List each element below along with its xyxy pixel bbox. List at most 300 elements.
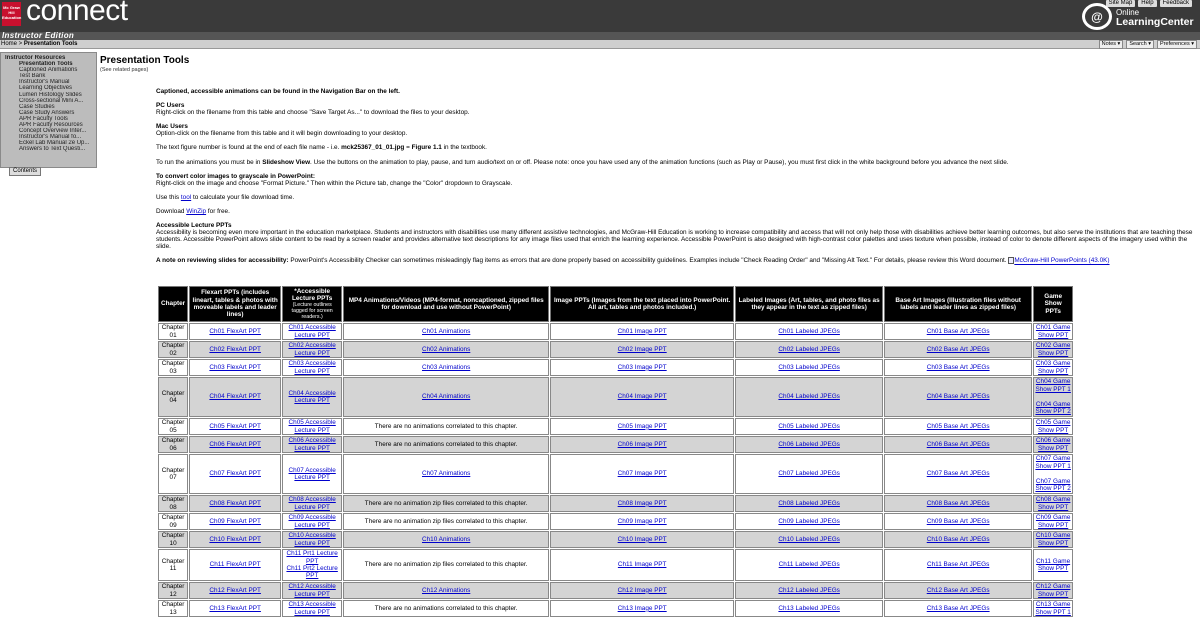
image-ppt-link[interactable]: Ch05 Image PPT [617, 422, 667, 430]
table-row [158, 513, 1073, 530]
base-art-link[interactable]: Ch03 Base Art JPEGs [926, 363, 990, 371]
base-art-cell [884, 436, 1032, 453]
image-ppt-cell [550, 495, 734, 512]
fig-name: Figure 1.1 [411, 144, 442, 152]
dl-post: for free. [206, 207, 230, 215]
game-show-cell [1033, 341, 1073, 358]
sidebar-item[interactable]: APR Faculty Resources [19, 122, 83, 129]
accessible-heading: Accessible Lecture PPTs [156, 222, 232, 230]
mcgraw-hill-logo: Mc Graw Hill Education [2, 2, 21, 26]
sidebar-item[interactable]: Lumen Histology Slides [19, 91, 82, 98]
game-show-cell [1033, 513, 1073, 530]
game-show-cell [1033, 549, 1073, 581]
flexart-ppt-link[interactable]: Ch07 FlexArt PPT [209, 470, 261, 478]
game-show-link[interactable]: Ch10 Game Show PPT [1035, 532, 1071, 547]
table-row [158, 359, 1073, 376]
accessible-ppt-link[interactable]: Ch13 Accessible Lecture PPT [288, 601, 336, 616]
search-dropdown[interactable]: Search ▾ [1126, 40, 1154, 49]
help-link[interactable]: Help [1138, 0, 1156, 7]
labeled-jpegs-link[interactable]: Ch09 Labeled JPEGs [778, 517, 840, 525]
animations-link[interactable]: Ch12 Animations [421, 586, 471, 594]
flexart-cell [189, 582, 281, 599]
column-header-title: Chapter [161, 300, 186, 308]
sidebar-item[interactable]: Case Studies [19, 103, 55, 110]
animations-link[interactable]: Ch10 Animations [421, 535, 471, 543]
sidebar-item[interactable]: Concept Overview Inter... [19, 128, 87, 135]
accessible-cell [282, 323, 342, 340]
slideshow-note [156, 159, 1196, 166]
column-header-title: Flexart PPTs (includes lineart, tables & photos with moveable labels and leader lines) [192, 289, 278, 319]
flexart-ppt-link[interactable]: Ch06 FlexArt PPT [209, 440, 261, 448]
resources-table [157, 285, 1074, 618]
chapter-cell [158, 418, 188, 435]
accessible-cell [282, 531, 342, 548]
column-header-title: MP4 Animations/Videos (MP4-format, noncaptioned, zipped files for download and use without PowerPoint) [348, 296, 544, 311]
animations-cell [343, 531, 549, 548]
table-row [158, 323, 1073, 340]
chapter-cell [158, 359, 188, 376]
image-ppt-link[interactable]: Ch07 Image PPT [617, 470, 667, 478]
olc-swirl-icon: @ [1082, 3, 1112, 30]
search-label: Search [1129, 41, 1147, 47]
column-header [735, 286, 883, 322]
flexart-ppt-link[interactable]: Ch03 FlexArt PPT [209, 363, 261, 371]
labeled-jpegs-link[interactable]: Ch05 Labeled JPEGs [778, 422, 840, 430]
accessibility-note [156, 257, 1196, 264]
chapter-cell [158, 436, 188, 453]
accessible-cell [282, 600, 342, 617]
image-ppt-link[interactable]: Ch02 Image PPT [617, 345, 667, 353]
chapter-cell [158, 377, 188, 417]
chapter-label: Chapter 12 [161, 583, 185, 598]
image-ppt-cell [550, 531, 734, 548]
chapter-cell [158, 582, 188, 599]
grayscale-text: Right-click on the image and choose "Format Picture." Then within the Picture tab, change the "Color" dropdown to Grayscale. [156, 179, 513, 187]
game-show-link[interactable]: Ch05 Game Show PPT [1035, 419, 1071, 434]
no-animations-text: There are no animations correlated to this chapter. [374, 440, 518, 448]
base-art-link[interactable]: Ch02 Base Art JPEGs [926, 345, 990, 353]
connect-logo-text: connect [26, 0, 128, 27]
mac-text: Option-click on the filename from this table and it will begin downloading to your desktop. [156, 130, 408, 138]
game-show-link[interactable]: Ch12 Game Show PPT [1035, 583, 1071, 598]
flexart-ppt-link[interactable]: Ch01 FlexArt PPT [209, 327, 261, 335]
game-show-link[interactable]: Ch09 Game Show PPT [1035, 514, 1071, 529]
base-art-cell [884, 495, 1032, 512]
chapter-label: Chapter 03 [161, 360, 185, 375]
game-show-link[interactable]: Ch13 Game Show PPT 1 [1035, 601, 1071, 616]
table-row [158, 531, 1073, 548]
base-art-link[interactable]: Ch01 Base Art JPEGs [926, 327, 990, 335]
animations-cell [343, 454, 549, 494]
table-row [158, 418, 1073, 435]
run-bold: Slideshow View [262, 158, 311, 166]
animations-link[interactable]: Ch04 Animations [421, 393, 471, 401]
flexart-cell [189, 377, 281, 417]
accessible-ppt-link[interactable]: Ch07 Accessible Lecture PPT [288, 466, 336, 481]
labeled-jpegs-link[interactable]: Ch08 Labeled JPEGs [778, 499, 840, 507]
base-art-link[interactable]: Ch05 Base Art JPEGs [926, 422, 990, 430]
table-row [158, 436, 1073, 453]
image-ppt-link[interactable]: Ch12 Image PPT [617, 586, 667, 594]
game-show-link[interactable]: Ch03 Game Show PPT [1035, 360, 1071, 375]
base-art-link[interactable]: Ch09 Base Art JPEGs [926, 517, 990, 525]
chapter-cell [158, 600, 188, 617]
base-art-cell [884, 600, 1032, 617]
breadcrumb-home[interactable]: Home [1, 41, 18, 47]
image-ppt-cell [550, 377, 734, 417]
chapter-cell [158, 454, 188, 494]
image-ppt-cell [550, 323, 734, 340]
animations-cell [343, 377, 549, 417]
column-header-title: Image PPTs (Images from the text placed into PowerPoint. All art, tables and photos included.) [553, 296, 731, 311]
chapter-label: Chapter 08 [161, 496, 185, 511]
labeled-images-cell [735, 418, 883, 435]
accessible-cell [282, 436, 342, 453]
table-row [158, 377, 1073, 417]
flexart-cell [189, 549, 281, 581]
accessible-cell [282, 418, 342, 435]
site-map-link[interactable]: Site Map [1106, 0, 1136, 7]
run-post: . Use the buttons on the animation to play, pause, and turn audio/text on or off. Please note: once you have used any of the animation functions (such as Play or Pause), you must first click in the white background before you advance the next slide. [310, 158, 1009, 166]
game-show-link[interactable]: Ch04 Game Show PPT 1 [1035, 378, 1071, 393]
animations-cell [343, 436, 549, 453]
fig-post: in the textbook. [441, 144, 487, 152]
edition-bar [0, 32, 1200, 40]
word-doc-link[interactable]: McGraw-Hill PowerPoints (43.0K) [1014, 257, 1110, 265]
sidebar-item[interactable]: Test Bank [19, 73, 46, 80]
flexart-cell [189, 531, 281, 548]
base-art-link[interactable]: Ch12 Base Art JPEGs [926, 586, 990, 594]
base-art-link[interactable]: Ch08 Base Art JPEGs [926, 499, 990, 507]
image-ppt-link[interactable]: Ch06 Image PPT [617, 440, 667, 448]
animations-link[interactable]: Ch07 Animations [421, 470, 471, 478]
labeled-images-cell [735, 495, 883, 512]
tool-link[interactable]: tool [180, 193, 192, 201]
chapter-cell [158, 513, 188, 530]
game-show-cell [1033, 495, 1073, 512]
game-show-cell [1033, 359, 1073, 376]
accessible-ppt-link[interactable]: Ch11 Prt2 Lecture PPT [286, 565, 338, 580]
run-pre: To run the animations you must be in [156, 158, 263, 166]
accessible-ppt-link[interactable]: Ch09 Accessible Lecture PPT [288, 514, 336, 529]
base-art-link[interactable]: Ch04 Base Art JPEGs [926, 393, 990, 401]
mac-heading: Mac Users [156, 123, 188, 131]
fig-file: mck25367_01_01.jpg [341, 144, 405, 152]
animations-cell [343, 418, 549, 435]
chapter-cell [158, 531, 188, 548]
accessible-cell [282, 454, 342, 494]
preferences-dropdown[interactable]: Preferences ▾ [1157, 40, 1197, 49]
accessible-cell [282, 513, 342, 530]
image-ppt-link[interactable]: Ch09 Image PPT [617, 517, 667, 525]
chapter-label: Chapter 09 [161, 514, 185, 529]
edition-label: Instructor Edition [2, 31, 75, 40]
sidebar-item[interactable]: Learning Objectives [19, 85, 73, 92]
flexart-ppt-link[interactable]: Ch02 FlexArt PPT [209, 345, 261, 353]
breadcrumb-current: Presentation Tools [23, 41, 78, 47]
flexart-cell [189, 454, 281, 494]
accessible-ppt-link[interactable]: Ch04 Accessible Lecture PPT [288, 389, 336, 404]
flexart-ppt-link[interactable]: Ch08 FlexArt PPT [209, 499, 261, 507]
no-animations-text: There are no animations correlated to this chapter. [374, 604, 518, 612]
table-row [158, 600, 1073, 617]
toolbar [1099, 40, 1197, 49]
accessible-ppt-link[interactable]: Ch05 Accessible Lecture PPT [288, 419, 336, 434]
animations-link[interactable]: Ch02 Animations [421, 345, 471, 353]
accessible-cell [282, 582, 342, 599]
column-header [1033, 286, 1073, 322]
base-art-link[interactable]: Ch13 Base Art JPEGs [926, 604, 990, 612]
column-header-title: *Accessible Lecture PPTs [291, 287, 333, 302]
table-row [158, 454, 1073, 494]
sidebar-item[interactable]: Captioned Animations [19, 67, 78, 74]
notes-dropdown[interactable]: Notes ▾ [1099, 40, 1124, 49]
game-show-link[interactable]: Ch07 Game Show PPT 2 [1035, 478, 1071, 493]
game-show-cell [1033, 454, 1073, 494]
image-ppt-link[interactable]: Ch01 Image PPT [617, 327, 667, 335]
accessible-ppt-link[interactable]: Ch06 Accessible Lecture PPT [288, 437, 336, 452]
accessible-ppt-link[interactable]: Ch01 Accessible Lecture PPT [288, 324, 336, 339]
game-show-link[interactable]: Ch11 Game Show PPT [1036, 557, 1071, 572]
winzip-note [156, 208, 1196, 215]
labeled-images-cell [735, 454, 883, 494]
breadcrumb-separator: > [17, 41, 24, 47]
image-ppt-cell [550, 359, 734, 376]
flexart-cell [189, 359, 281, 376]
image-ppt-cell [550, 418, 734, 435]
labeled-images-cell [735, 323, 883, 340]
image-ppt-link[interactable]: Ch13 Image PPT [617, 604, 667, 612]
base-art-link[interactable]: Ch11 Base Art JPEGs [926, 561, 990, 569]
labeled-jpegs-link[interactable]: Ch13 Labeled JPEGs [778, 604, 840, 612]
image-ppt-cell [550, 436, 734, 453]
preferences-label: Preferences [1160, 41, 1190, 47]
pc-text: Right-click on the filename from this table and choose "Save Target As..." to download the files to your desktop. [156, 109, 470, 117]
accessible-cell [282, 495, 342, 512]
column-header-title: Base Art Images (Illustration files without labels and leader lines as zipped files) [895, 296, 1021, 311]
table-row [158, 495, 1073, 512]
game-show-link[interactable]: Ch02 Game Show PPT [1035, 342, 1071, 357]
image-ppt-link[interactable]: Ch11 Image PPT [617, 561, 667, 569]
notes-label: Notes [1101, 41, 1117, 47]
table-row [158, 341, 1073, 358]
breadcrumb [1, 40, 77, 49]
labeled-jpegs-link[interactable]: Ch01 Labeled JPEGs [778, 327, 840, 335]
column-header [158, 286, 188, 322]
game-show-link[interactable]: Ch07 Game Show PPT 1 [1035, 455, 1071, 470]
base-art-cell [884, 323, 1032, 340]
labeled-images-cell [735, 531, 883, 548]
note-bold: A note on reviewing slides for accessibility: [156, 257, 289, 265]
accessible-text: Accessibility is becoming even more important in the education marketplace. Students and instructors with disabilities use many different assistive technologies, and McGraw-Hill Education is working to increase compatibility and access that will not only help those with disabilities achieve better learning outcomes, but also serve the institutions that are teaching these students. Accessible PowerPoint allows slide content to be read by a screen reader and provides alternative text descriptions for any image files used that enrich the learning experience. Accessible PowerPoint is also designed with high-contrast color palettes and uses texture when possible, instead of color to denote different aspects of the imagery used within the slide. [156, 229, 1193, 251]
flexart-ppt-link[interactable]: Ch13 FlexArt PPT [209, 604, 261, 612]
sidebar-item[interactable]: Case Study Answers [19, 109, 75, 116]
grayscale-heading: To convert color images to grayscale in PowerPoint: [156, 172, 315, 180]
game-show-link[interactable]: Ch01 Game Show PPT [1035, 324, 1071, 339]
captioned-note: Captioned, accessible animations can be found in the Navigation Bar on the left. [156, 88, 400, 95]
chapter-cell [158, 495, 188, 512]
labeled-jpegs-link[interactable]: Ch11 Labeled JPEGs [778, 561, 840, 569]
accessible-ppt-link[interactable]: Ch03 Accessible Lecture PPT [288, 360, 336, 375]
accessible-ppt-link[interactable]: Ch10 Accessible Lecture PPT [288, 532, 336, 547]
pc-heading: PC Users [156, 102, 185, 110]
image-ppt-link[interactable]: Ch10 Image PPT [617, 535, 667, 543]
animations-cell [343, 323, 549, 340]
base-art-link[interactable]: Ch06 Base Art JPEGs [926, 440, 990, 448]
flexart-ppt-link[interactable]: Ch10 FlexArt PPT [209, 535, 261, 543]
base-art-link[interactable]: Ch10 Base Art JPEGs [926, 535, 990, 543]
chapter-label: Chapter 04 [161, 389, 185, 404]
accessible-ppt-link[interactable]: Ch11 Prt1 Lecture PPT [286, 550, 338, 565]
labeled-jpegs-link[interactable]: Ch06 Labeled JPEGs [778, 440, 840, 448]
column-header [550, 286, 734, 322]
labeled-images-cell [735, 600, 883, 617]
flexart-cell [189, 600, 281, 617]
labeled-images-cell [735, 377, 883, 417]
animations-cell [343, 359, 549, 376]
page-title: Presentation Tools [100, 55, 190, 66]
chapter-label: Chapter 13 [161, 601, 185, 616]
download-time-note [156, 194, 1196, 201]
related-pages-link[interactable]: (See related pages) [100, 67, 149, 73]
table-row [158, 582, 1073, 599]
image-ppt-link[interactable]: Ch03 Image PPT [617, 363, 667, 371]
flexart-cell [189, 341, 281, 358]
accessible-cell [282, 377, 342, 417]
animations-cell [343, 600, 549, 617]
winzip-link[interactable]: WinZip [186, 207, 207, 215]
table-header-row [158, 286, 1073, 322]
chapter-cell [158, 549, 188, 581]
tool-pre: Use this [156, 193, 181, 201]
base-art-link[interactable]: Ch07 Base Art JPEGs [926, 470, 990, 478]
game-show-link[interactable]: Ch06 Game Show PPT [1035, 437, 1071, 452]
accessible-ppt-link[interactable]: Ch08 Accessible Lecture PPT [288, 496, 336, 511]
labeled-images-cell [735, 513, 883, 530]
image-ppt-cell [550, 341, 734, 358]
flexart-cell [189, 495, 281, 512]
feedback-link[interactable]: Feedback [1160, 0, 1192, 7]
base-art-cell [884, 377, 1032, 417]
game-show-cell [1033, 582, 1073, 599]
chapter-label: Chapter 11 [161, 557, 185, 572]
flexart-cell [189, 513, 281, 530]
accessible-ppt-link[interactable]: Ch12 Accessible Lecture PPT [288, 583, 336, 598]
labeled-jpegs-link[interactable]: Ch12 Labeled JPEGs [778, 586, 840, 594]
chapter-label: Chapter 02 [161, 342, 185, 357]
sidebar-heading[interactable]: Instructor Resources [5, 55, 66, 61]
labeled-images-cell [735, 341, 883, 358]
sidebar-item[interactable]: Instructor's Manual [19, 79, 70, 86]
sidebar-item[interactable]: Presentation Tools [19, 61, 73, 68]
labeled-jpegs-link[interactable]: Ch03 Labeled JPEGs [778, 363, 840, 371]
accessible-cell [282, 341, 342, 358]
chapter-cell [158, 323, 188, 340]
figure-number-note [156, 144, 1196, 151]
game-show-cell [1033, 377, 1073, 417]
column-header [189, 286, 281, 322]
flexart-ppt-link[interactable]: Ch05 FlexArt PPT [209, 422, 261, 430]
sidebar-item[interactable]: Eckel Lab Manual 2e Up... [19, 140, 90, 147]
animations-link[interactable]: Ch03 Animations [421, 363, 471, 371]
image-ppt-cell [550, 600, 734, 617]
animations-cell [343, 549, 549, 581]
chapter-label: Chapter 06 [161, 437, 185, 452]
flexart-ppt-link[interactable]: Ch11 FlexArt PPT [209, 561, 261, 569]
animations-link[interactable]: Ch01 Animations [421, 327, 471, 335]
chapter-cell [158, 341, 188, 358]
game-show-cell [1033, 436, 1073, 453]
game-show-cell [1033, 418, 1073, 435]
olc-logo [1082, 3, 1198, 30]
no-animations-text: There are no animation zip files correlated to this chapter. [364, 499, 528, 507]
fig-pre: The text figure number is found at the end of each file name - i.e. [156, 144, 342, 152]
base-art-cell [884, 341, 1032, 358]
sidebar-item[interactable]: Cross-sectional Mini A... [19, 97, 84, 104]
flexart-ppt-link[interactable]: Ch12 FlexArt PPT [209, 586, 261, 594]
base-art-cell [884, 549, 1032, 581]
game-show-link[interactable]: Ch04 Game Show PPT 2 [1035, 401, 1071, 416]
olc-line1: Online [1116, 8, 1140, 17]
base-art-cell [884, 513, 1032, 530]
no-animations-text: There are no animation zip files correlated to this chapter. [364, 517, 528, 525]
game-show-link[interactable]: Ch08 Game Show PPT [1035, 496, 1071, 511]
image-ppt-cell [550, 582, 734, 599]
base-art-cell [884, 454, 1032, 494]
labeled-jpegs-link[interactable]: Ch02 Labeled JPEGs [778, 345, 840, 353]
image-ppt-link[interactable]: Ch04 Image PPT [617, 393, 667, 401]
game-show-cell [1033, 323, 1073, 340]
olc-line2: LearningCenter [1116, 16, 1194, 28]
dl-pre: Download [156, 207, 187, 215]
base-art-cell [884, 359, 1032, 376]
flexart-ppt-link[interactable]: Ch09 FlexArt PPT [209, 517, 261, 525]
sidebar [0, 52, 97, 168]
sidebar-item[interactable]: Answers to Text Questi... [19, 146, 86, 153]
sidebar-item[interactable]: Instructor's Manual fo... [19, 134, 82, 141]
accessible-cell [282, 549, 342, 581]
animations-cell [343, 513, 549, 530]
flexart-cell [189, 418, 281, 435]
labeled-images-cell [735, 436, 883, 453]
labeled-images-cell [735, 359, 883, 376]
column-header [282, 286, 342, 322]
animations-cell [343, 582, 549, 599]
breadcrumb-bar [0, 40, 1200, 49]
no-animations-text: There are no animation zip files correlated to this chapter. [364, 561, 528, 569]
flexart-ppt-link[interactable]: Ch04 FlexArt PPT [209, 393, 261, 401]
labeled-jpegs-link[interactable]: Ch10 Labeled JPEGs [778, 535, 840, 543]
chapter-label: Chapter 05 [161, 419, 185, 434]
chapter-label: Chapter 10 [161, 532, 185, 547]
labeled-jpegs-link[interactable]: Ch04 Labeled JPEGs [778, 393, 840, 401]
image-ppt-link[interactable]: Ch08 Image PPT [617, 499, 667, 507]
labeled-images-cell [735, 549, 883, 581]
column-header [884, 286, 1032, 322]
image-ppt-cell [550, 454, 734, 494]
contents-button[interactable]: Contents [9, 167, 41, 176]
image-ppt-cell [550, 513, 734, 530]
accessible-ppt-link[interactable]: Ch02 Accessible Lecture PPT [288, 342, 336, 357]
game-show-cell [1033, 531, 1073, 548]
sidebar-item[interactable]: APR Faculty Tools [19, 115, 68, 122]
labeled-jpegs-link[interactable]: Ch07 Labeled JPEGs [778, 470, 840, 478]
chapter-label: Chapter 07 [161, 466, 185, 481]
base-art-cell [884, 582, 1032, 599]
flexart-cell [189, 323, 281, 340]
base-art-cell [884, 418, 1032, 435]
flexart-cell [189, 436, 281, 453]
